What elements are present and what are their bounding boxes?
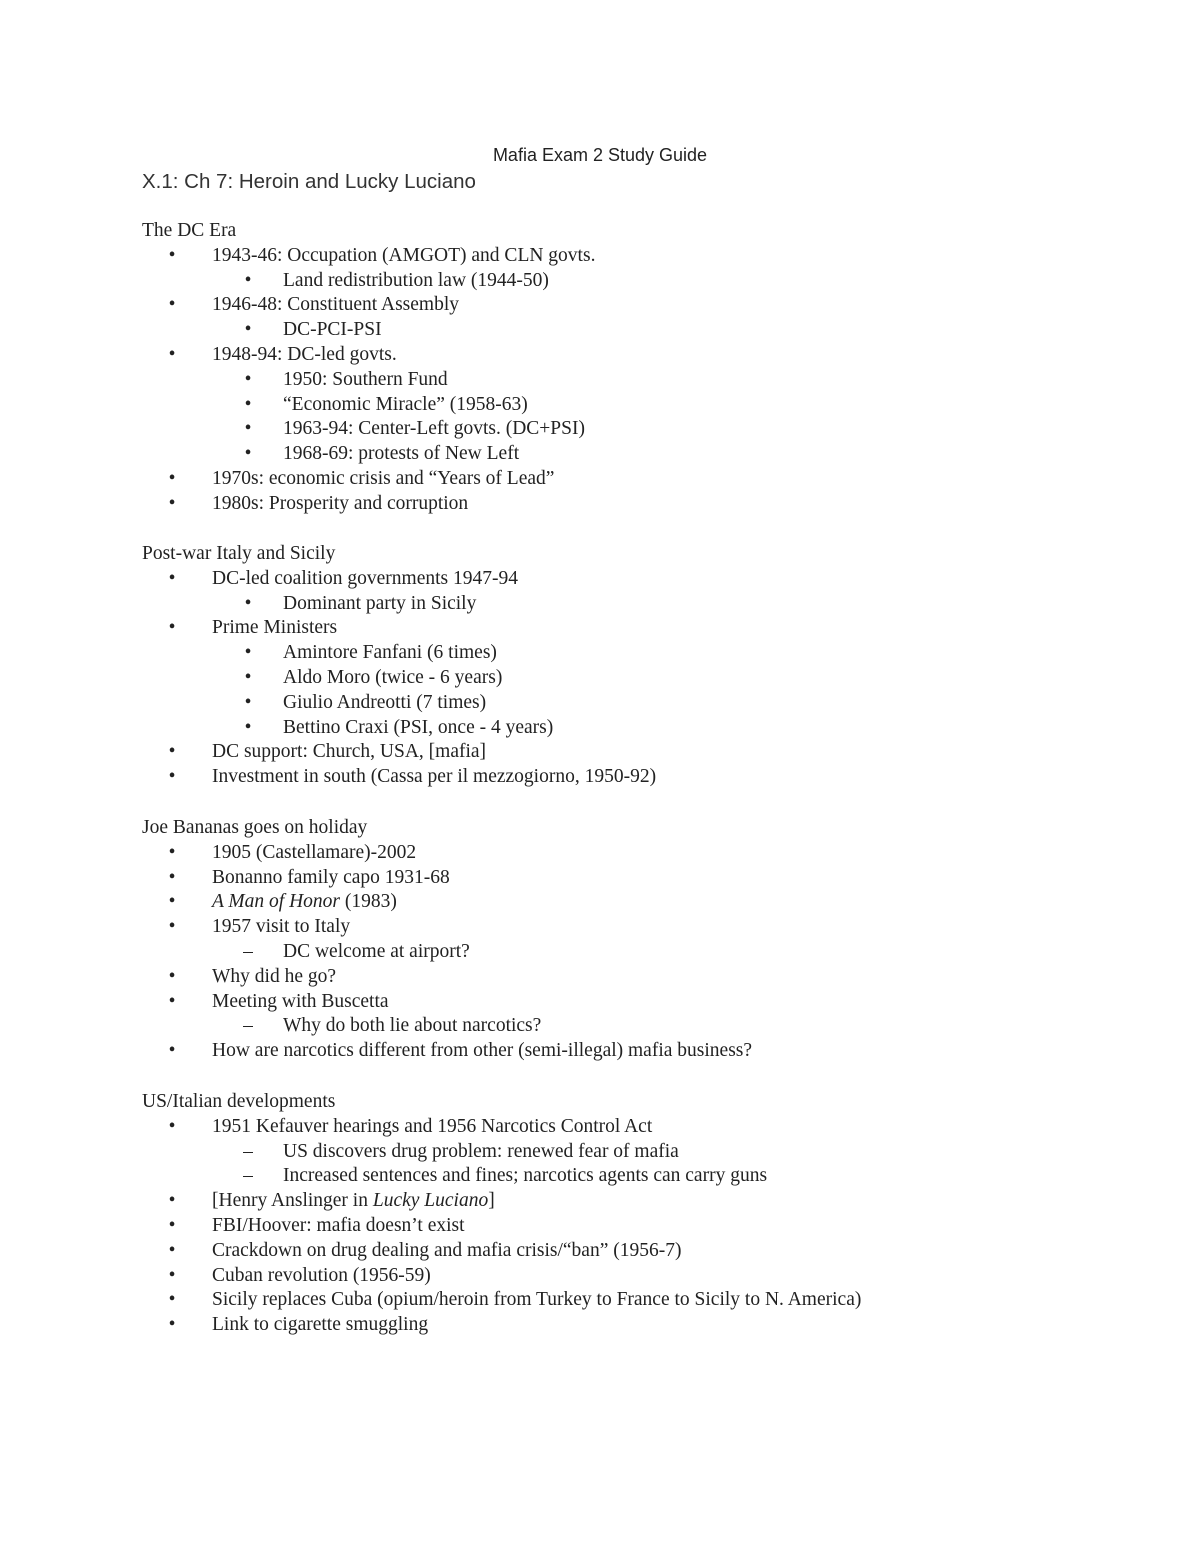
list-item-text: 1968-69: protests of New Left	[283, 443, 520, 464]
list-item	[212, 764, 656, 789]
list-item	[212, 865, 450, 890]
list-item-text: 1905 (Castellamare)-2002	[212, 842, 417, 863]
list-item	[212, 914, 350, 939]
bullet-icon: •	[168, 1265, 176, 1286]
bullet-icon: •	[244, 443, 252, 464]
list-item	[283, 640, 497, 665]
bullet-icon: •	[244, 369, 252, 390]
list-item	[283, 416, 585, 441]
bullet-icon: •	[168, 1116, 176, 1137]
list-item-text: “Economic Miracle” (1958-63)	[283, 394, 528, 415]
list-item	[283, 1163, 767, 1188]
list-item-text: Investment in south (Cassa per il mezzogiorno, 1950-92)	[212, 766, 657, 787]
bullet-icon: •	[168, 916, 176, 937]
list-item-text: How are narcotics different from other (semi-illegal) mafia business?	[212, 1040, 753, 1061]
list-item	[283, 1139, 679, 1164]
bullet-icon: •	[168, 991, 176, 1012]
list-item-title-italic: A Man of Honor	[212, 891, 341, 912]
dash-icon: –	[243, 941, 253, 962]
bullet-icon: •	[244, 593, 252, 614]
list-item	[212, 243, 595, 268]
bullet-icon: •	[168, 867, 176, 888]
list-item	[212, 342, 397, 367]
list-item-text: 1980s: Prosperity and corruption	[212, 493, 469, 514]
list-item	[212, 1213, 465, 1238]
list-item-text: Why did he go?	[212, 966, 337, 987]
list-item-text: Crackdown on drug dealing and mafia crisis/“ban” (1956-7)	[212, 1240, 682, 1261]
list-item-text: Land redistribution law (1944-50)	[283, 270, 549, 291]
bullet-icon: •	[244, 418, 252, 439]
bullet-icon: •	[168, 568, 176, 589]
list-item	[283, 441, 519, 466]
list-item	[212, 1188, 495, 1213]
bullet-icon: •	[244, 394, 252, 415]
list-item	[283, 690, 486, 715]
list-item-text: 1943-46: Occupation (AMGOT) and CLN govts.	[212, 245, 596, 266]
list-item	[212, 615, 337, 640]
list-item-text: Dominant party in Sicily	[283, 593, 477, 614]
list-item	[283, 665, 502, 690]
bullet-icon: •	[168, 766, 176, 787]
section-heading: The DC Era	[142, 220, 237, 241]
bullet-icon: •	[168, 1314, 176, 1335]
list-item-text: 1951 Kefauver hearings and 1956 Narcotics Control Act	[212, 1116, 653, 1137]
bullet-icon: •	[168, 1040, 176, 1061]
list-item-text: DC support: Church, USA, [mafia]	[212, 741, 487, 762]
list-item-title-italic: Lucky Luciano	[372, 1190, 489, 1211]
list-item	[212, 989, 389, 1014]
list-item-text: DC welcome at airport?	[283, 941, 470, 962]
bullet-icon: •	[244, 319, 252, 340]
list-item	[283, 268, 549, 293]
dash-icon: –	[243, 1165, 253, 1186]
list-item	[283, 939, 470, 964]
list-item	[212, 491, 468, 516]
list-item	[212, 292, 459, 317]
section-heading: Post-war Italy and Sicily	[142, 543, 336, 564]
bullet-icon: •	[168, 1289, 176, 1310]
bullet-icon: •	[168, 294, 176, 315]
list-item-text: 1948-94: DC-led govts.	[212, 344, 397, 365]
list-item	[283, 715, 553, 740]
list-item	[212, 566, 518, 591]
bullet-icon: •	[168, 617, 176, 638]
list-item-text: DC-PCI-PSI	[283, 319, 382, 340]
list-item-text: Sicily replaces Cuba (opium/heroin from Turkey to France to Sicily to N. America)	[212, 1289, 862, 1310]
bullet-icon: •	[168, 1190, 176, 1211]
bullet-icon: •	[168, 468, 176, 489]
list-item-text: 1970s: economic crisis and “Years of Lead”	[212, 468, 555, 489]
list-item-text: Prime Ministers	[212, 617, 338, 638]
list-item-text: DC-led coalition governments 1947-94	[212, 568, 518, 589]
dash-icon: –	[243, 1015, 253, 1036]
bullet-icon: •	[244, 717, 252, 738]
list-item-text: 1950: Southern Fund	[283, 369, 448, 390]
list-item-text: Giulio Andreotti (7 times)	[283, 692, 487, 713]
chapter-heading: X.1: Ch 7: Heroin and Lucky Luciano	[142, 170, 476, 193]
list-item-text: 1946-48: Constituent Assembly	[212, 294, 460, 315]
list-item	[212, 1312, 428, 1337]
bullet-icon: •	[168, 344, 176, 365]
list-item	[212, 964, 336, 989]
bullet-icon: •	[168, 493, 176, 514]
list-item-text: Meeting with Buscetta	[212, 991, 389, 1012]
bullet-icon: •	[168, 1215, 176, 1236]
list-item-text: Bettino Craxi (PSI, once - 4 years)	[283, 717, 554, 738]
list-item-text: (1983)	[340, 891, 397, 912]
bullet-icon: •	[168, 891, 176, 912]
list-item	[212, 840, 416, 865]
list-item	[212, 1287, 861, 1312]
list-item	[212, 1263, 431, 1288]
list-item	[212, 1038, 752, 1063]
list-item	[283, 1013, 541, 1038]
list-item	[283, 591, 476, 616]
bullet-icon: •	[168, 966, 176, 987]
list-item-text: US discovers drug problem: renewed fear of mafia	[283, 1141, 679, 1162]
document-title: Mafia Exam 2 Study Guide	[492, 145, 708, 165]
list-item	[283, 317, 382, 342]
list-item-text: Link to cigarette smuggling	[212, 1314, 429, 1335]
list-item	[283, 392, 528, 417]
list-item-text: Why do both lie about narcotics?	[283, 1015, 542, 1036]
bullet-icon: •	[168, 245, 176, 266]
list-item	[212, 889, 397, 914]
list-item-text: FBI/Hoover: mafia doesn’t exist	[212, 1215, 465, 1236]
list-item-text: ]	[488, 1190, 495, 1211]
bullet-icon: •	[244, 692, 252, 713]
dash-icon: –	[243, 1141, 253, 1162]
list-item-text: 1957 visit to Italy	[212, 916, 351, 937]
list-item-text: Increased sentences and fines; narcotics agents can carry guns	[283, 1165, 768, 1186]
bullet-icon: •	[168, 842, 176, 863]
list-item-text: Bonanno family capo 1931-68	[212, 867, 450, 888]
list-item-text: [Henry Anslinger in	[212, 1190, 373, 1211]
list-item-text: Cuban revolution (1956-59)	[212, 1265, 431, 1286]
list-item-text: Aldo Moro (twice - 6 years)	[283, 667, 503, 688]
bullet-icon: •	[168, 741, 176, 762]
list-item	[212, 1114, 652, 1139]
bullet-icon: •	[244, 667, 252, 688]
bullet-icon: •	[244, 270, 252, 291]
list-item	[212, 466, 554, 491]
section-heading: US/Italian developments	[142, 1091, 336, 1112]
list-item	[283, 367, 448, 392]
list-item-text: 1963-94: Center-Left govts. (DC+PSI)	[283, 418, 585, 439]
list-item	[212, 1238, 681, 1263]
bullet-icon: •	[168, 1240, 176, 1261]
list-item	[212, 739, 486, 764]
list-item-text: Amintore Fanfani (6 times)	[283, 642, 497, 663]
section-heading: Joe Bananas goes on holiday	[142, 817, 368, 838]
bullet-icon: •	[244, 642, 252, 663]
